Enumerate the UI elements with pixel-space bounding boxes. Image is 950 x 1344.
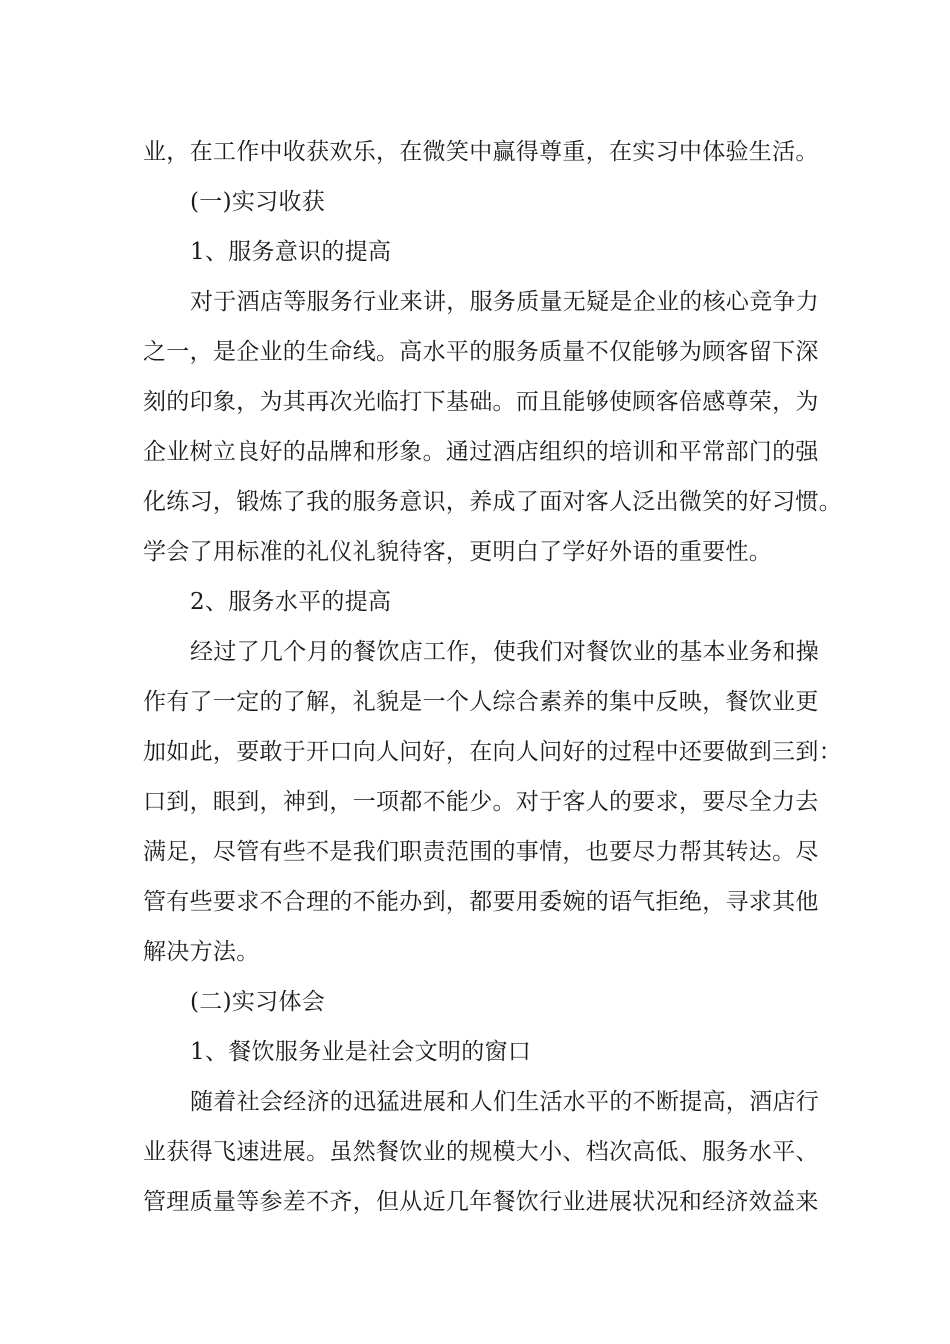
section-heading-experience: (二)实习体会 bbox=[190, 989, 326, 1015]
paragraph-line: 加如此，要敢于开口向人问好，在向人问好的过程中还要做到三到： bbox=[143, 739, 842, 765]
paragraph-line: 对于酒店等服务行业来讲，服务质量无疑是企业的核心竞争力 bbox=[190, 289, 820, 315]
paragraph-line: 管有些要求不合理的不能办到，都要用委婉的语气拒绝，寻求其他 bbox=[143, 889, 819, 915]
paragraph-line: 口到，眼到，神到，一项都不能少。对于客人的要求，要尽全力去 bbox=[143, 789, 819, 815]
paragraph-continuation-line: 业，在工作中收获欢乐，在微笑中赢得尊重，在实习中体验生活。 bbox=[143, 139, 819, 165]
paragraph-line: 经过了几个月的餐饮店工作，使我们对餐饮业的基本业务和操 bbox=[190, 639, 820, 665]
paragraph-line: 作有了一定的了解，礼貌是一个人综合素养的集中反映，餐饮业更 bbox=[143, 689, 819, 715]
paragraph-line: 化练习，锻炼了我的服务意识，养成了面对客人泛出微笑的好习惯。 bbox=[143, 489, 842, 515]
paragraph-line: 随着社会经济的迅猛进展和人们生活水平的不断提高，酒店行 bbox=[190, 1089, 820, 1115]
paragraph-line: 之一，是企业的生命线。高水平的服务质量不仅能够为顾客留下深 bbox=[143, 339, 819, 365]
paragraph-line: 解决方法。 bbox=[143, 939, 260, 965]
paragraph-line: 业获得飞速进展。虽然餐饮业的规模大小、档次高低、服务水平、 bbox=[143, 1139, 819, 1165]
paragraph-line: 学会了用标准的礼仪礼貌待客，更明白了学好外语的重要性。 bbox=[143, 539, 773, 565]
subheading-civilization-window: 1、餐饮服务业是社会文明的窗口 bbox=[190, 1039, 532, 1065]
paragraph-line: 满足，尽管有些不是我们职责范围的事情，也要尽力帮其转达。尽 bbox=[143, 839, 819, 865]
paragraph-line: 刻的印象，为其再次光临打下基础。而且能够使顾客倍感尊荣，为 bbox=[143, 389, 819, 415]
section-heading-harvest: (一)实习收获 bbox=[190, 189, 326, 215]
subheading-service-awareness: 1、服务意识的提高 bbox=[190, 239, 392, 265]
paragraph-line: 管理质量等参差不齐，但从近几年餐饮行业进展状况和经济效益来 bbox=[143, 1189, 819, 1215]
paragraph-line: 企业树立良好的品牌和形象。通过酒店组织的培训和平常部门的强 bbox=[143, 439, 819, 465]
subheading-service-level: 2、服务水平的提高 bbox=[190, 589, 392, 615]
